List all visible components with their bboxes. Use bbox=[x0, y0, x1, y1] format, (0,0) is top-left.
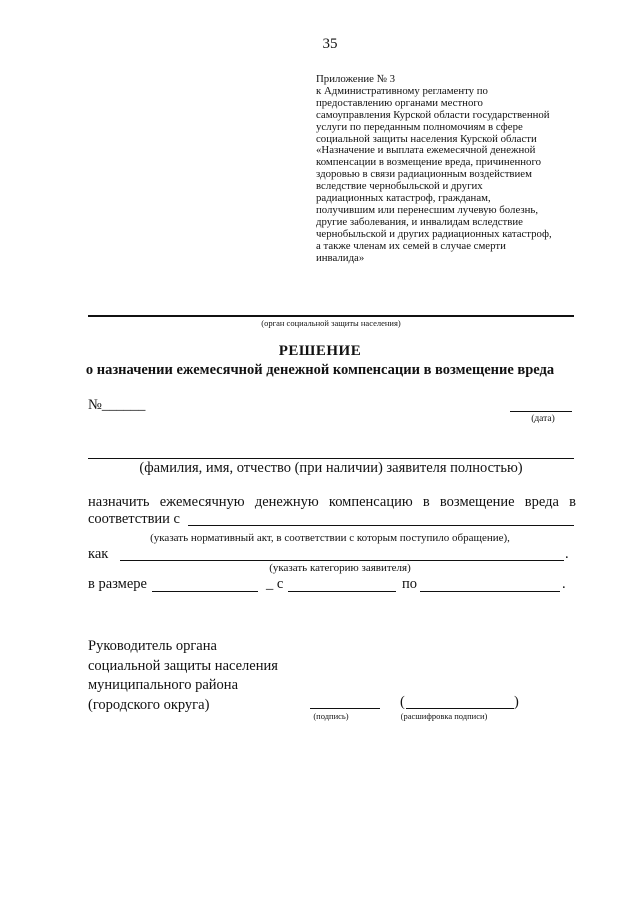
to-prefix: по bbox=[402, 576, 418, 592]
appendix-line: «Назначение и выплата ежемесячной денежной bbox=[316, 144, 536, 157]
applicant-category-field-line[interactable] bbox=[120, 560, 564, 561]
appendix-block bbox=[316, 74, 591, 265]
from-prefix: _ с bbox=[266, 576, 284, 592]
signature-caption: (подпись) bbox=[313, 711, 349, 721]
appendix-line: инвалида» bbox=[316, 251, 365, 264]
appendix-line: здоровью в связи радиационным воздействием bbox=[316, 168, 532, 181]
signature-field-line[interactable] bbox=[310, 708, 380, 709]
decipher-caption: (расшифровка подписи) bbox=[400, 711, 488, 721]
appendix-line: другие заболевания, и инвалидам вследствие bbox=[316, 215, 523, 228]
decision-number-field[interactable]: №______ bbox=[88, 397, 146, 413]
appendix-line: вследствие чернобыльской и других bbox=[316, 180, 483, 193]
appendix-line: самоуправления Курской области государственной bbox=[316, 108, 550, 121]
appendix-line: Приложение № 3 bbox=[316, 73, 396, 85]
period-mark: . bbox=[565, 546, 569, 562]
appendix-line: компенсации в возмещение вреда, причиненного bbox=[316, 156, 542, 169]
decision-text-line: назначить ежемесячную денежную компенсацию в возмещение вреда в bbox=[88, 494, 576, 510]
appendix-line: социальной защиты населения Курской области bbox=[316, 132, 537, 145]
end-mark: . bbox=[562, 576, 566, 592]
appendix-line: радиационных катастроф, гражданам, bbox=[316, 192, 491, 205]
signer-line: Руководитель органа bbox=[88, 638, 217, 654]
signer-line: социальной защиты населения bbox=[88, 657, 278, 674]
accordance-prefix: соответствии с bbox=[88, 511, 180, 527]
document-title: РЕШЕНИЕ bbox=[278, 343, 362, 359]
signer-block bbox=[88, 637, 278, 715]
from-date-field-line[interactable] bbox=[288, 591, 396, 592]
appendix-line: а также членам их семей в случае смерти bbox=[316, 239, 506, 252]
normative-act-caption: (указать нормативный акт, в соответствии с которым поступило обращение), bbox=[150, 532, 510, 544]
date-field-line[interactable] bbox=[510, 411, 572, 412]
authority-field-line[interactable] bbox=[88, 315, 574, 317]
appendix-line: чернобыльской и других радиационных катастроф, bbox=[316, 227, 552, 240]
appendix-line: предоставлению органами местного bbox=[316, 96, 483, 109]
amount-field-line[interactable] bbox=[152, 591, 258, 592]
applicant-name-caption: (фамилия, имя, отчество (при наличии) заявителя полностью) bbox=[139, 460, 523, 476]
decipher-open-paren: ( bbox=[400, 694, 405, 710]
decipher-close-paren: ) bbox=[514, 694, 519, 710]
authority-caption: (орган социальной защиты населения) bbox=[261, 318, 401, 328]
date-caption: (дата) bbox=[531, 414, 555, 424]
normative-act-field-line[interactable] bbox=[188, 525, 574, 526]
page-number: 35 bbox=[322, 36, 338, 52]
signer-line: муниципального района bbox=[88, 677, 238, 693]
as-prefix: как bbox=[88, 546, 109, 562]
applicant-name-field-line[interactable] bbox=[88, 458, 574, 459]
amount-prefix: в размере bbox=[88, 576, 147, 592]
appendix-line: услуги по переданным полномочиям в сфере bbox=[316, 120, 523, 133]
signer-line: (городского округа) bbox=[88, 696, 210, 713]
applicant-category-caption: (указать категорию заявителя) bbox=[269, 562, 411, 574]
document-subtitle: о назначении ежемесячной денежной компенсации в возмещение вреда bbox=[85, 362, 555, 378]
appendix-line: к Административному регламенту по bbox=[316, 84, 488, 97]
to-date-field-line[interactable] bbox=[420, 591, 560, 592]
appendix-line: получившим или перенесшим лучевую болезнь, bbox=[316, 203, 539, 216]
decipher-field-line[interactable] bbox=[406, 708, 514, 709]
